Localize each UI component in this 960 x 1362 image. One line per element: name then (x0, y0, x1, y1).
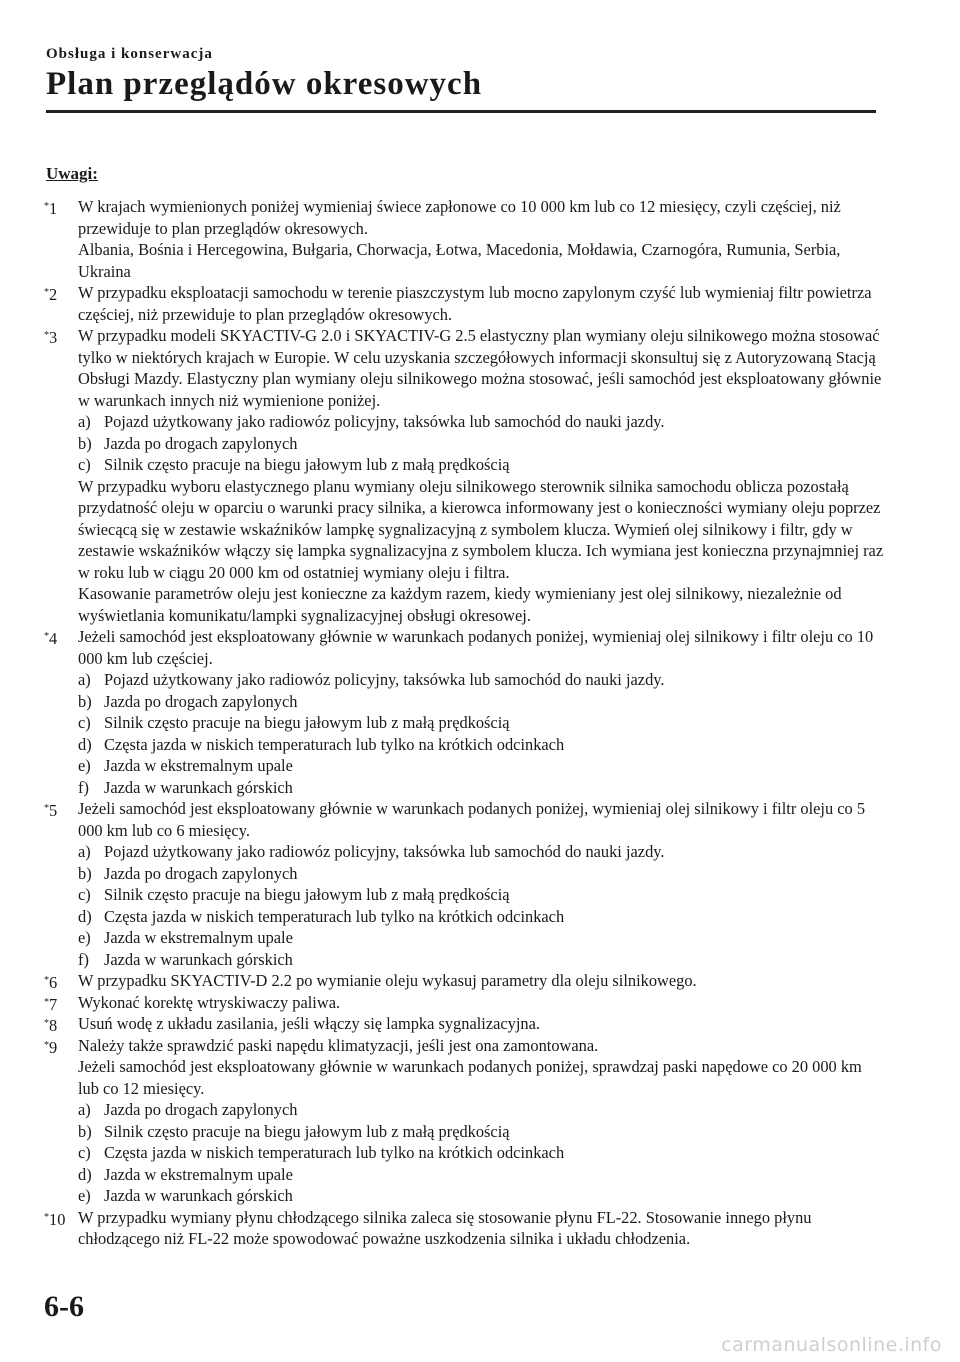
condition-item (78, 1142, 884, 1164)
asterisk-mark: * (44, 201, 49, 212)
note-number-text: 2 (49, 285, 58, 304)
note-item (44, 282, 884, 325)
condition-letter: d) (78, 734, 92, 754)
condition-text: Silnik często pracuje na biegu jałowym lub z małą prędkością (104, 455, 510, 474)
note-number-text: 5 (49, 801, 58, 820)
note-paragraph: Jeżeli samochód jest eksploatowany głównie w warunkach podanych poniżej, sprawdzaj paski napędowe co 20 000 km lub co 12 miesięcy. (78, 1057, 862, 1098)
condition-letter: f) (78, 777, 89, 797)
note-paragraph: Kasowanie parametrów oleju jest konieczne za każdym razem, kiedy wymieniany jest olej silnikowy, niezależnie od wyświetlania komunikatu/lampki sygnalizacyjnej obsługi okresowej. (78, 584, 842, 625)
condition-letter: a) (78, 670, 91, 689)
condition-text: Pojazd użytkowany jako radiowóz policyjny, taksówka lub samochód do nauki jazdy. (104, 670, 665, 689)
note-number-text: 8 (49, 1016, 58, 1035)
condition-item (78, 1099, 884, 1121)
note-item (44, 196, 884, 282)
note-number (44, 992, 57, 1016)
condition-letter: b) (78, 433, 92, 453)
note-number (44, 282, 57, 306)
note-paragraph: Należy także sprawdzić paski napędu klimatyzacji, jeśli jest ona zamontowana. (78, 1035, 599, 1055)
asterisk-mark: * (44, 803, 49, 814)
condition-letter: c) (78, 1143, 91, 1162)
note-paragraph: Jeżeli samochód jest eksploatowany głównie w warunkach podanych poniżej, wymieniaj olej silnikowy i filtr oleju co 10 000 km lub częściej. (78, 627, 874, 668)
note-item (44, 970, 884, 992)
note-number (44, 196, 57, 220)
note-item (44, 325, 884, 626)
note-paragraph: W krajach wymienionych poniżej wymieniaj świece zapłonowe co 10 000 km lub co 12 miesięcy, czyli częściej, niż przewiduje to plan przeglądów okresowych. (78, 197, 841, 238)
condition-letter: a) (78, 842, 91, 861)
condition-text: Silnik często pracuje na biegu jałowym lub z małą prędkością (104, 885, 510, 904)
condition-text: Silnik często pracuje na biegu jałowym lub z małą prędkością (104, 1121, 510, 1141)
condition-item (78, 411, 884, 433)
note-item (44, 1013, 884, 1035)
note-item (44, 992, 884, 1014)
condition-item (78, 863, 884, 885)
condition-letter: f) (78, 949, 89, 969)
note-number (44, 970, 57, 994)
note-number-text: 3 (49, 328, 58, 347)
page-title: Plan przeglądów okresowych (46, 66, 483, 102)
notes-heading: Uwagi: (46, 164, 98, 183)
note-paragraph: W przypadku wymiany płynu chłodzącego silnika zaleca się stosowanie płynu FL-22. Stosowanie innego płynu chłodzącego niż FL-22 może spowodować poważne uszkodzenia silnika i układu chłodzenia. (78, 1207, 812, 1248)
condition-letter: b) (78, 691, 92, 711)
asterisk-mark: * (44, 1211, 49, 1223)
watermark: carmanualsonline.info (721, 1334, 942, 1356)
note-number-text: 4 (49, 629, 58, 648)
note-paragraph: Wykonać korektę wtryskiwaczy paliwa. (78, 992, 341, 1012)
condition-item (78, 433, 884, 455)
condition-text: Jazda po drogach zapylonych (104, 433, 298, 453)
condition-item (78, 1185, 884, 1207)
asterisk-mark: * (44, 996, 49, 1008)
condition-item (78, 927, 884, 949)
condition-text: Częsta jazda w niskich temperaturach lub tylko na krótkich odcinkach (104, 1143, 565, 1162)
condition-letter: d) (78, 906, 92, 926)
note-number (44, 1013, 57, 1037)
asterisk-mark: * (44, 1039, 49, 1051)
condition-text: Jazda w ekstremalnym upale (104, 756, 293, 775)
asterisk-mark: * (44, 287, 49, 298)
condition-item (78, 777, 884, 799)
condition-item (78, 755, 884, 777)
condition-letter: d) (78, 1164, 92, 1184)
condition-text: Pojazd użytkowany jako radiowóz policyjny, taksówka lub samochód do nauki jazdy. (104, 842, 665, 861)
note-item (44, 798, 884, 970)
note-number-text: 7 (49, 994, 58, 1014)
note-number (44, 325, 57, 349)
note-paragraph: Jeżeli samochód jest eksploatowany głównie w warunkach podanych poniżej, wymieniaj olej silnikowy i filtr oleju co 5 000 km lub co 6 miesięcy. (78, 799, 866, 840)
asterisk-mark: * (44, 631, 49, 642)
note-paragraph: Albania, Bośnia i Hercegowina, Bułgaria, Chorwacja, Łotwa, Macedonia, Mołdawia, Czarnogóra, Rumunia, Serbia, Ukraina (78, 240, 841, 281)
condition-item (78, 841, 884, 863)
note-paragraph: W przypadku SKYACTIV-D 2.2 po wymianie oleju wykasuj parametry dla oleju silnikowego. (78, 971, 697, 990)
asterisk-mark: * (44, 975, 49, 986)
note-number (44, 1207, 65, 1231)
note-number (44, 798, 57, 822)
condition-item (78, 1121, 884, 1143)
title-rule (46, 110, 876, 113)
section-label: Obsługa i konserwacja (46, 46, 213, 62)
condition-text: Jazda w warunkach górskich (104, 777, 293, 797)
note-item (44, 1207, 884, 1250)
condition-letter: e) (78, 756, 91, 775)
condition-item (78, 1164, 884, 1186)
note-number-text: 6 (49, 973, 58, 992)
condition-text: Silnik często pracuje na biegu jałowym lub z małą prędkością (104, 713, 510, 732)
condition-text: Jazda po drogach zapylonych (104, 1100, 298, 1119)
note-paragraph: W przypadku modeli SKYACTIV-G 2.0 i SKYACTIV-G 2.5 elastyczny plan wymiany oleju silnikowego można stosować tylko w niektórych krajach w Europie. W celu uzyskania szczegółowych informacji skonsultuj się z Autoryzowaną Stacją Obsługi Mazdy. Elastyczny plan wymiany oleju silnikowego można stosować, jeśli samochód jest eksploatowany głównie w warunkach innych niż wymienione poniżej. (78, 326, 882, 410)
note-item (44, 626, 884, 798)
note-number (44, 1035, 57, 1059)
condition-letter: e) (78, 1186, 91, 1205)
condition-letter: c) (78, 713, 91, 732)
condition-text: Jazda w warunkach górskich (104, 949, 293, 969)
condition-item (78, 734, 884, 756)
note-paragraph: W przypadku eksploatacji samochodu w terenie piaszczystym lub mocno zapylonym czyść lub wymieniaj filtr powietrza częściej, niż przewiduje to plan przeglądów okresowych. (78, 283, 872, 324)
asterisk-mark: * (44, 330, 49, 341)
note-number-text: 10 (49, 1209, 66, 1229)
note-item (44, 1035, 884, 1207)
note-number-text: 1 (49, 199, 58, 218)
condition-letter: b) (78, 1121, 92, 1141)
condition-text: Pojazd użytkowany jako radiowóz policyjny, taksówka lub samochód do nauki jazdy. (104, 412, 665, 431)
page-number: 6-6 (44, 1290, 84, 1323)
condition-text: Jazda po drogach zapylonych (104, 691, 298, 711)
condition-item (78, 906, 884, 928)
condition-letter: c) (78, 885, 91, 904)
note-number (44, 626, 57, 650)
condition-letter: c) (78, 455, 91, 474)
notes-list (44, 196, 884, 1250)
condition-item (78, 454, 884, 476)
condition-text: Częsta jazda w niskich temperaturach lub tylko na krótkich odcinkach (104, 734, 565, 754)
condition-letter: a) (78, 412, 91, 431)
condition-item (78, 884, 884, 906)
note-paragraph: W przypadku wyboru elastycznego planu wymiany oleju silnikowego sterownik silnika samochodu oblicza pozostałą przydatność oleju w oparciu o warunki pracy silnika, a kierowca informowany jest o konieczności wymiany oleju poprzez świecącą się w zestawie wskaźników lampkę sygnalizacyjną z symbolem klucza. Wymień olej silnikowy i filtr, gdy w zestawie wskaźników włączy się lampka sygnalizacyjna z symbolem klucza. Ich wymiana jest konieczna przynajmniej raz w roku lub w ciągu 20 000 km od ostatniej wymiany oleju i filtra. (78, 476, 884, 582)
condition-text: Częsta jazda w niskich temperaturach lub tylko na krótkich odcinkach (104, 906, 565, 926)
note-number-text: 9 (49, 1037, 58, 1057)
asterisk-mark: * (44, 1018, 49, 1029)
condition-item (78, 669, 884, 691)
condition-text: Jazda po drogach zapylonych (104, 863, 298, 883)
note-paragraph: Usuń wodę z układu zasilania, jeśli włączy się lampka sygnalizacyjna. (78, 1014, 540, 1033)
condition-item (78, 691, 884, 713)
condition-item (78, 949, 884, 971)
condition-text: Jazda w ekstremalnym upale (104, 928, 293, 947)
condition-letter: a) (78, 1100, 91, 1119)
condition-letter: b) (78, 863, 92, 883)
condition-text: Jazda w ekstremalnym upale (104, 1164, 293, 1184)
condition-item (78, 712, 884, 734)
condition-text: Jazda w warunkach górskich (104, 1186, 293, 1205)
condition-letter: e) (78, 928, 91, 947)
